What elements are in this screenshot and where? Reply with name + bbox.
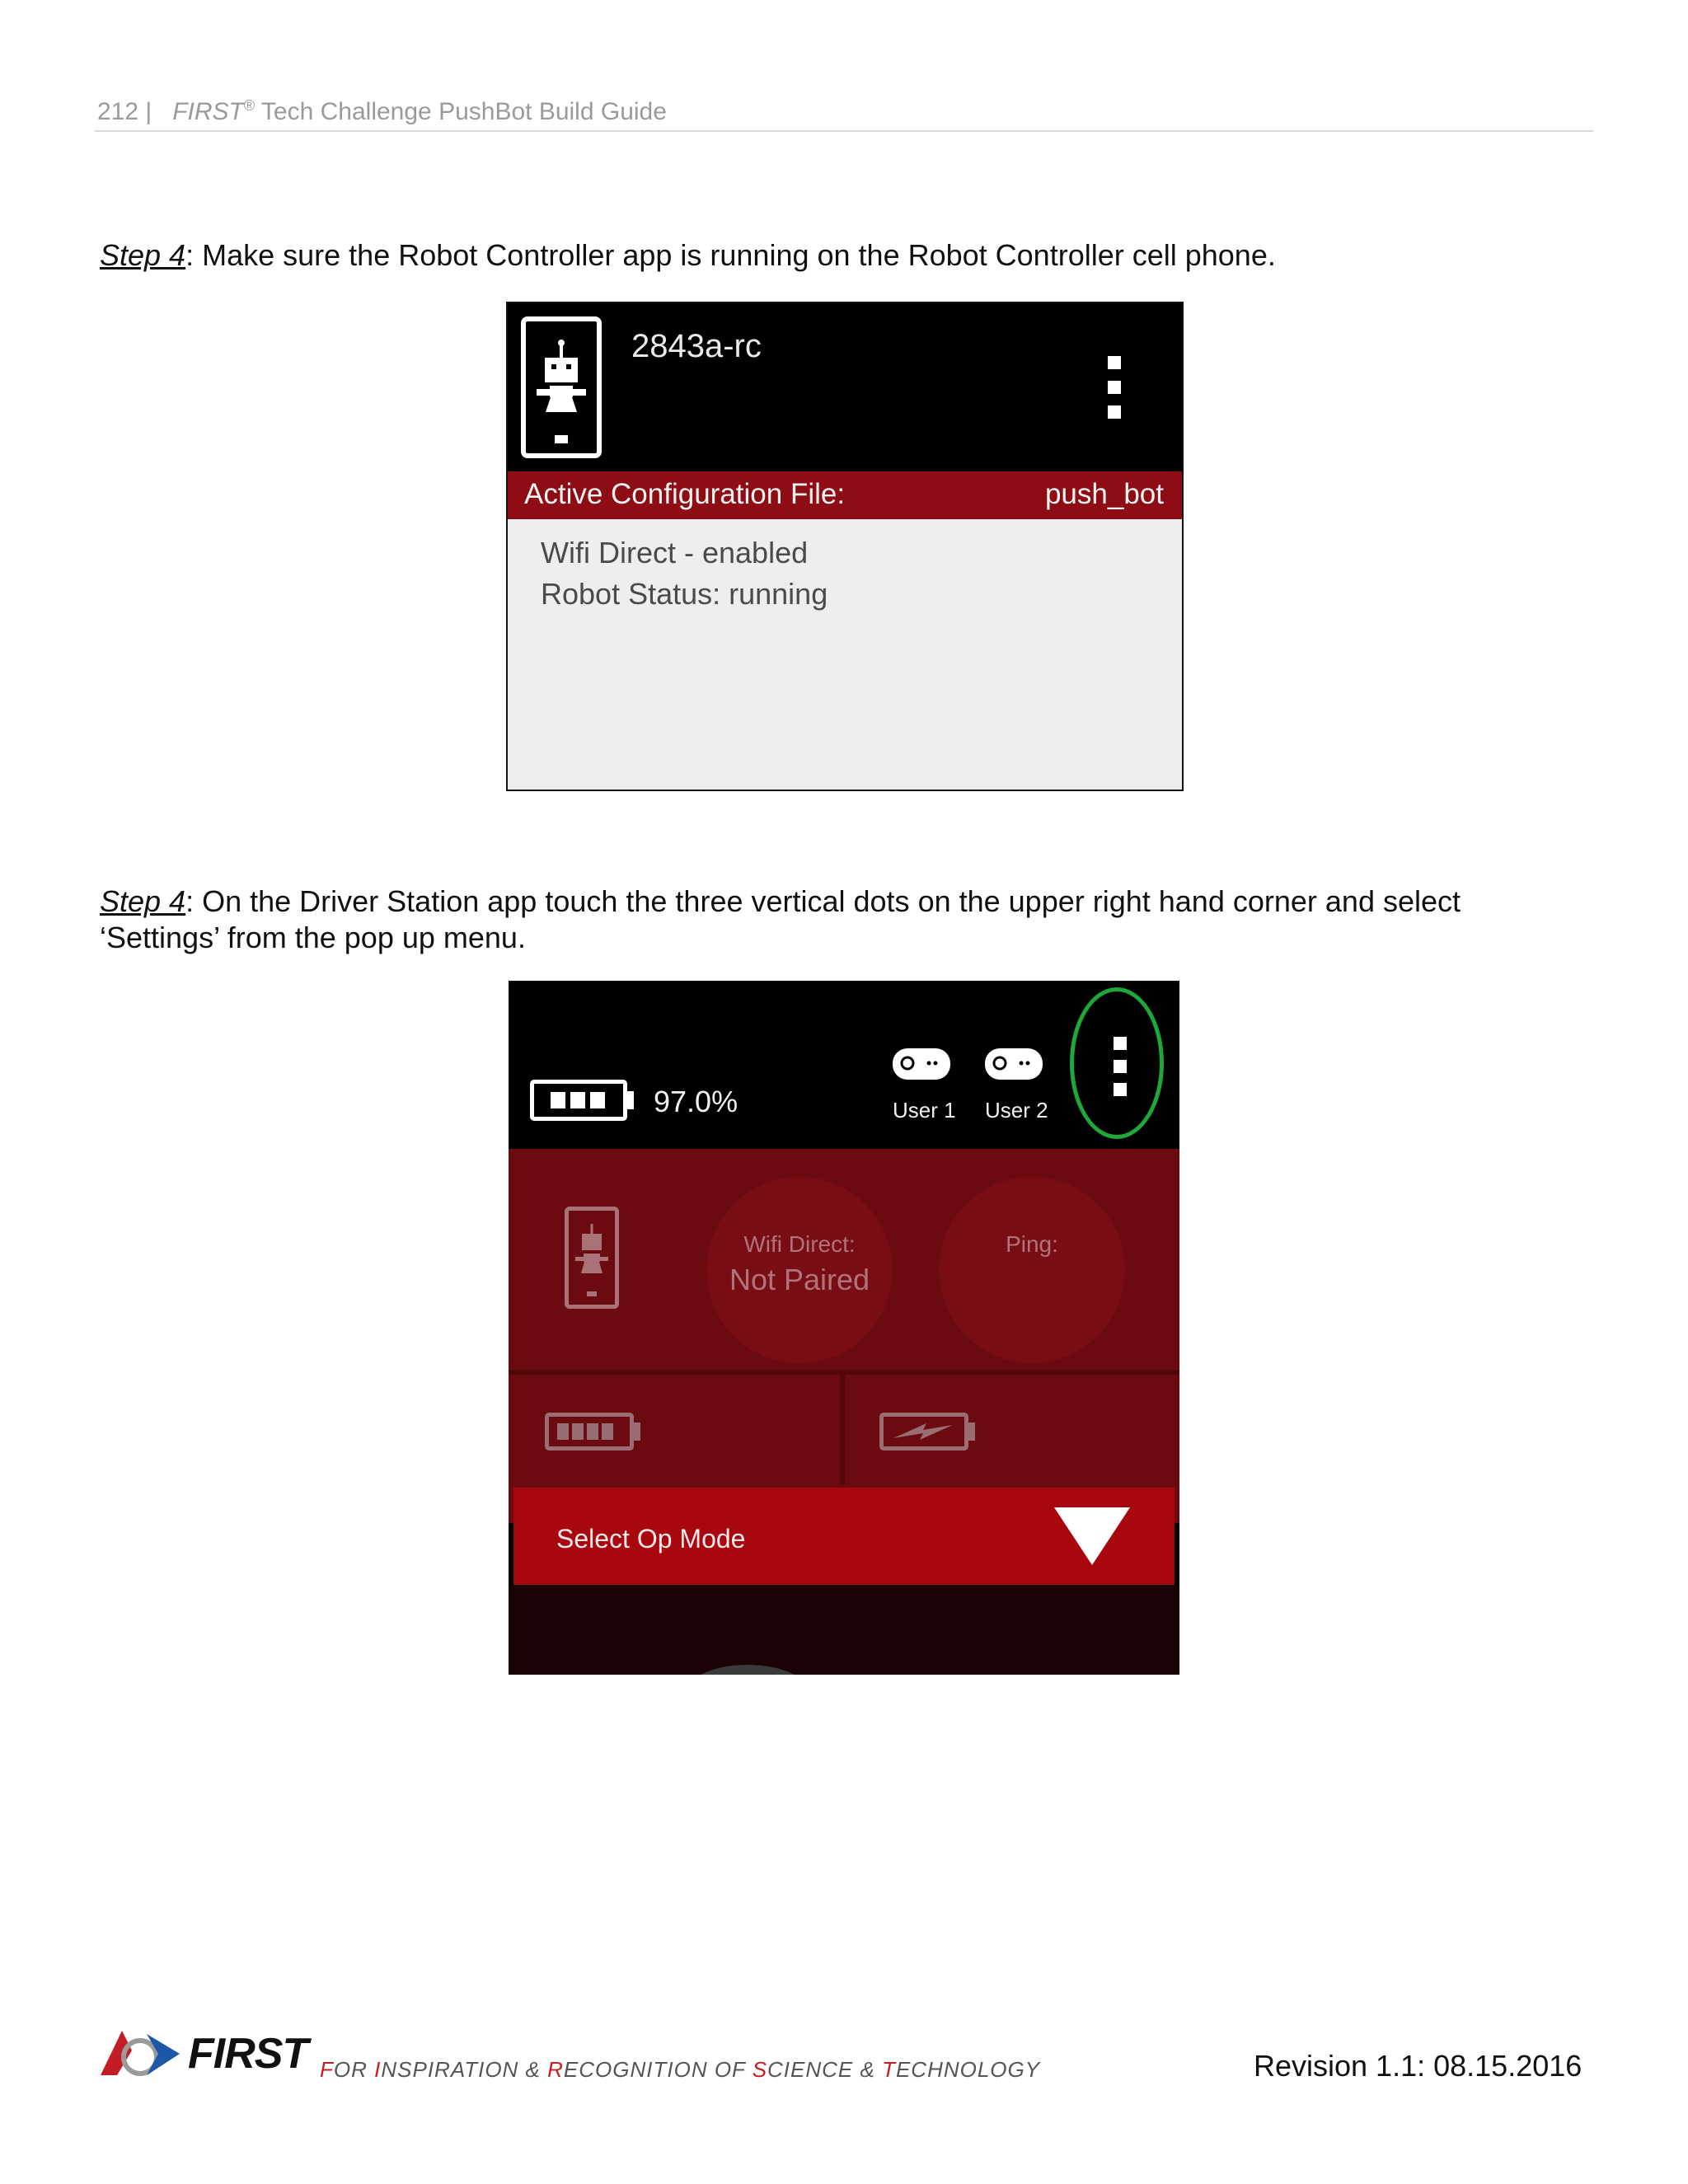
revision-label: Revision 1.1: 08.15.2016 <box>1254 2049 1582 2083</box>
ping-label: Ping: <box>1006 1231 1058 1257</box>
first-logo-icon <box>97 2026 190 2082</box>
page-number: 212 | <box>97 98 152 125</box>
first-brand: FIRST <box>172 98 244 125</box>
battery-percent: 97.0% <box>654 1085 738 1118</box>
tagline-initial: F <box>320 2057 334 2082</box>
step-text: : Make sure the Robot Controller app is running on the Robot Controller cell phone. <box>185 238 1276 272</box>
driver-station-screenshot <box>509 981 1179 1675</box>
config-label: Active Configuration File: <box>524 478 846 510</box>
active-config-bar <box>508 471 1182 519</box>
gamepad-icon-user2[interactable] <box>985 1048 1043 1080</box>
charging-battery-icon <box>879 1413 968 1451</box>
guide-title: Tech Challenge PushBot Build Guide <box>255 98 667 125</box>
device-name: 2843a-rc <box>631 328 762 364</box>
tagline-part: OR <box>333 2057 375 2082</box>
wifi-bubble <box>706 1177 893 1363</box>
wifi-direct-value: Not Paired <box>729 1263 870 1296</box>
tagline-part: NSPIRATION & <box>381 2057 548 2082</box>
first-tagline <box>320 2057 1040 2083</box>
battery-tip <box>634 1422 640 1441</box>
robot-phone-icon <box>565 1207 619 1309</box>
first-logo-text: FIRST <box>188 2030 308 2078</box>
wifi-direct-label: Wifi Direct: <box>743 1231 856 1257</box>
overflow-menu-icon[interactable] <box>1108 356 1121 419</box>
highlight-circle <box>1070 987 1164 1139</box>
registered-mark: ® <box>243 97 256 114</box>
user1-label: User 1 <box>893 1098 956 1122</box>
tagline-initial: T <box>882 2057 896 2082</box>
tagline-initial: I <box>374 2057 382 2082</box>
tagline-part: ECHNOLOGY <box>895 2057 1041 2082</box>
battery-icon <box>545 1413 634 1451</box>
step-label: Step 4 <box>100 884 186 918</box>
robot-phone-icon <box>521 316 602 458</box>
step-instruction-1 <box>100 237 1550 274</box>
tagline-initial: S <box>752 2057 768 2082</box>
gamepad-icon-user1[interactable] <box>893 1048 950 1080</box>
tagline-initial: R <box>547 2057 564 2082</box>
start-button-partial[interactable] <box>682 1665 814 1675</box>
config-value: push_bot <box>1044 478 1164 510</box>
opmode-label: Select Op Mode <box>556 1524 746 1554</box>
robot-status: Robot Status: running <box>541 577 828 611</box>
ds-top-bar <box>509 981 1179 1149</box>
ds-status-panel <box>509 1149 1179 1523</box>
step-text-line2: ‘Settings’ from the pop up menu. <box>100 921 526 954</box>
panel-divider <box>840 1375 845 1485</box>
tagline-part: ECOGNITION OF <box>563 2057 753 2082</box>
user2-label: User 2 <box>985 1098 1048 1122</box>
step-instruction-2 <box>100 883 1550 956</box>
rc-top-bar <box>508 303 1182 471</box>
running-header <box>97 97 667 126</box>
header-divider <box>95 130 1593 132</box>
step-text-line1: : On the Driver Station app touch the three vertical dots on the upper right hand corner and select <box>185 884 1461 918</box>
ping-bubble <box>939 1177 1125 1363</box>
ds-bottom-area <box>509 1586 1179 1675</box>
step-label: Step 4 <box>100 238 186 272</box>
dropdown-arrow-icon[interactable] <box>1053 1506 1132 1567</box>
battery-icon <box>530 1080 627 1121</box>
select-opmode-dropdown[interactable] <box>513 1485 1175 1585</box>
tagline-part: CIENCE & <box>767 2057 883 2082</box>
battery-tip <box>968 1422 975 1441</box>
battery-tip <box>627 1091 634 1109</box>
robot-controller-screenshot <box>506 302 1184 791</box>
wifi-status: Wifi Direct - enabled <box>541 536 809 569</box>
